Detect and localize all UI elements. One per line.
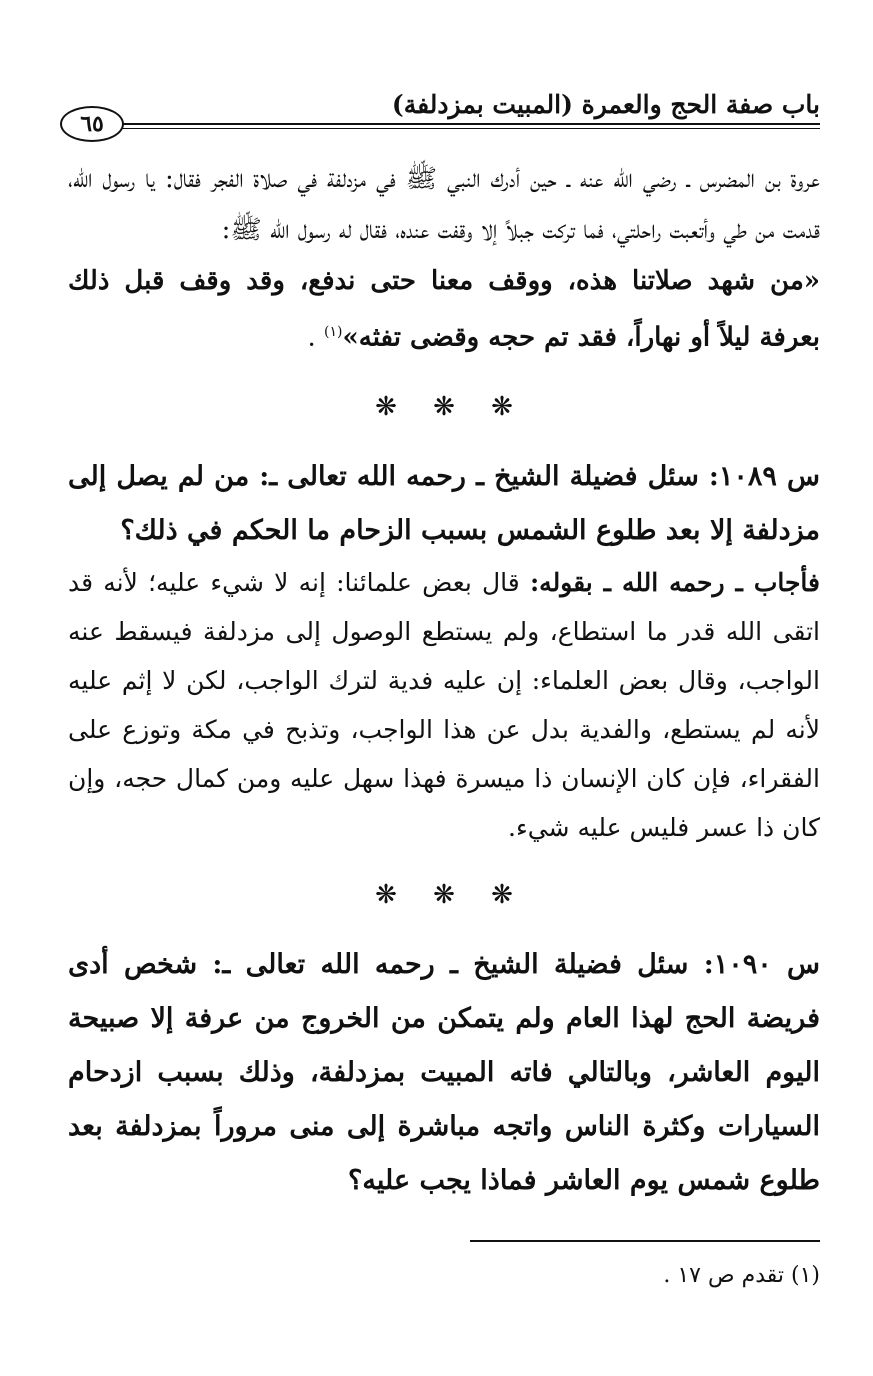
separator-star: ❋ xyxy=(433,879,455,910)
hadith-end: . xyxy=(307,322,325,353)
answer-lead: فأجاب ـ رحمه الله ـ بقوله: xyxy=(529,567,820,597)
separator-star: ❋ xyxy=(491,391,513,422)
hadith-paragraph xyxy=(68,154,820,364)
separator-star: ❋ xyxy=(375,879,397,910)
answer-text: قال بعض علمائنا: إنه لا شيء عليه؛ لأنه قد اتقى الله قدر ما استطاع، ولم يستطع الوصول إلى مزدلفة فيسقط عنه الواجب، وقال بعض العلماء: إن عليه فدية لترك الواجب، لكن لا إثم عليه لأنه لم يستطع، والفدية بدل عن هذا الواجب، وتذبح في مكة وتوزع على الفقراء، فإن كان الإنسان ذا ميسرة فهذا سهل عليه ومن كمال حجه، وإن كان ذا عسر فليس عليه شيء. xyxy=(68,567,820,842)
question-1089: س ١٠٨٩: سئل فضيلة الشيخ ـ رحمه الله تعالى ـ: من لم يصل إلى مزدلفة إلا بعد طلوع الشمس بسبب الزحام ما الحكم في ذلك؟ xyxy=(68,460,820,546)
section-separator xyxy=(68,870,820,920)
hadith-intro: عروة بن المضرس ـ رضي الله عنه ـ حين أدرك النبي ﷺ في مزدلفة في صلاة الفجر فقال: يا رسول الله، قدمت من طي وأتعبت راحلتي، فما تركت جبلاً إلا وقفت عنده، فقال له رسول الله ﷺ: xyxy=(68,164,820,245)
page-header xyxy=(68,86,820,136)
footnote-rule xyxy=(470,1240,820,1242)
question-1090: س ١٠٩٠: سئل فضيلة الشيخ ـ رحمه الله تعالى ـ: شخص أدى فريضة الحج لهذا العام ولم يتمكن من الخروج من عرفة إلا صبيحة اليوم العاشر، وبالتالي فاته المبيت بمزدلفة، وذلك بسبب ازدحام السيارات وكثرة الناس واتجه مباشرة إلى منى مروراً بمزدلفة بعد طلوع شمس يوم العاشر فماذا يجب عليه؟ xyxy=(68,948,820,1196)
running-title: باب صفة الحج والعمرة (المبيت بمزدلفة) xyxy=(391,90,820,119)
hadith-quote: «من شهد صلاتنا هذه، ووقف معنا حتى ندفع، وقد وقف قبل ذلك بعرفة ليلاً أو نهاراً، فقد تم حجه وقضى تفثه» xyxy=(68,266,820,353)
separator-star: ❋ xyxy=(433,391,455,422)
page-number: ٦٥ xyxy=(60,106,124,142)
separator-star: ❋ xyxy=(375,391,397,422)
separator-star: ❋ xyxy=(491,879,513,910)
section-separator xyxy=(68,382,820,432)
book-page xyxy=(68,86,820,1306)
answer-1089 xyxy=(68,558,820,852)
header-rule xyxy=(120,123,820,125)
header-rule-thin xyxy=(120,128,820,129)
footnote: (١) تقدم ص ١٧ . xyxy=(663,1263,820,1288)
footnote-marker: (١) xyxy=(324,324,343,340)
page-body xyxy=(68,154,820,1208)
